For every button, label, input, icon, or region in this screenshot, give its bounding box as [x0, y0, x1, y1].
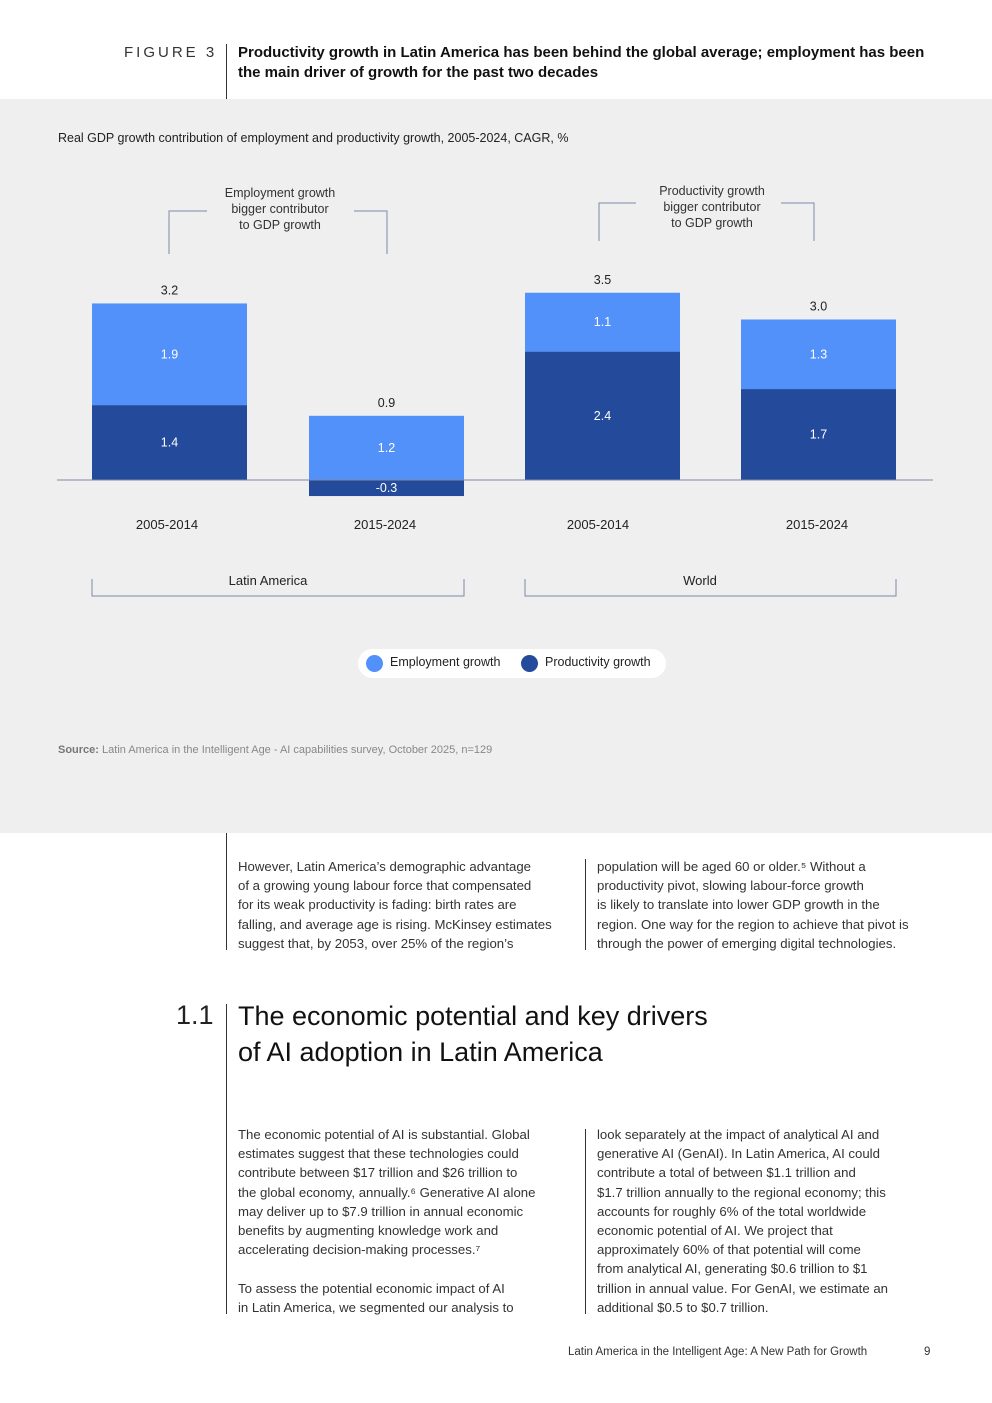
footer-publication: Latin America in the Intelligent Age:	[568, 1346, 748, 1358]
annotation-text: bigger contributor	[663, 200, 761, 214]
body-left-line: benefits by augmenting knowledge work and	[238, 1223, 499, 1239]
data-label-total: 0.9	[377, 395, 396, 410]
section-title	[238, 998, 858, 1070]
data-label-total: 3.0	[809, 299, 828, 314]
body-left-line: To assess the potential economic impact of AI	[238, 1280, 505, 1296]
intro-right-line: is likely to translate into lower GDP growth in the	[597, 897, 880, 913]
data-label-productivity: 1.7	[809, 427, 828, 442]
intro-left-line: of a growing young labour force that compensated	[238, 878, 532, 894]
source-label: Source:	[58, 744, 99, 756]
body-right-line: trillion in annual value. For GenAI, we estimate an	[597, 1280, 889, 1296]
body-left-column	[238, 1125, 578, 1317]
body-right-rule	[585, 1129, 586, 1314]
intro-right-line: region. One way for the region to achieve that pivot is	[597, 916, 909, 932]
footer-subtitle: A New Path for Growth	[747, 1346, 868, 1358]
chart-legend	[358, 649, 666, 678]
source-note	[58, 744, 492, 756]
section-number: 1.1	[176, 1000, 214, 1030]
body-right-line: economic potential of AI. We project that	[597, 1223, 833, 1239]
x-tick-label: 2015-2024	[353, 517, 417, 532]
page-footer	[568, 1346, 867, 1358]
figure-title: Productivity growth in Latin America has been behind the global average; employment has been the main driver of growth for the past two decades	[238, 44, 925, 81]
annotation-text: Productivity growth	[659, 184, 765, 198]
legend-swatch-productivity	[521, 655, 538, 672]
body-right-line: additional $0.5 to $0.7 trillion.	[597, 1299, 769, 1315]
body-right-column	[597, 1125, 942, 1317]
annotation-text: to GDP growth	[239, 218, 321, 232]
section-rule	[226, 1004, 227, 1314]
data-label-productivity: 2.4	[593, 408, 612, 423]
data-label-employment: 1.1	[593, 315, 612, 330]
page-number: 9	[924, 1346, 931, 1358]
body-left-line: the global economy, annually.⁶ Generative AI alone	[238, 1184, 536, 1200]
body-right-line: generative AI (GenAI). In Latin America, AI could	[597, 1146, 880, 1162]
intro-left-line: However, Latin America’s demographic advantage	[238, 859, 531, 874]
group-label: Latin America	[228, 573, 308, 588]
annotation-text: to GDP growth	[671, 216, 753, 230]
chart-title: Real GDP growth contribution of employment and productivity growth, 2005-2024, CAGR, %	[58, 131, 569, 145]
legend-label-productivity: Productivity growth	[545, 655, 651, 669]
legend-label-employment: Employment growth	[390, 655, 501, 669]
body-right-line: look separately at the impact of analytical AI and	[597, 1127, 880, 1142]
intro-left-line: falling, and average age is rising. McKinsey estimates	[238, 916, 552, 932]
group-label: World	[683, 573, 717, 588]
paragraph-gap	[238, 1259, 578, 1278]
body-left-line: in Latin America, we segmented our analysis to	[238, 1299, 514, 1315]
intro-left-line: suggest that, by 2053, over 25% of the region’s	[238, 935, 514, 951]
x-tick-label: 2015-2024	[785, 517, 849, 532]
section-title-line: of AI adoption in Latin America	[238, 1037, 603, 1067]
intro-right-column	[597, 857, 942, 953]
intro-left-rule	[226, 833, 227, 950]
body-left-line: estimates suggest that these technologies could	[238, 1146, 519, 1162]
body-left-line: contribute between $17 trillion and $26 trillion to	[238, 1165, 518, 1181]
x-tick-label: 2005-2014	[566, 517, 630, 532]
data-label-employment: 1.2	[377, 440, 396, 455]
intro-right-rule	[585, 859, 586, 950]
section-title-line: The economic potential and key drivers	[238, 1001, 708, 1031]
data-label-employment: 1.9	[160, 347, 179, 362]
legend-swatch-employment	[366, 655, 383, 672]
body-left-line: may deliver up to $7.9 trillion in annual economic	[238, 1203, 524, 1219]
figure-divider	[226, 44, 227, 99]
data-label-total: 3.2	[160, 283, 179, 298]
body-right-line: contribute a total of between $1.1 trillion and	[597, 1165, 856, 1181]
body-right-line: from analytical AI, generating $0.6 trillion to $1	[597, 1261, 868, 1277]
source-text: Latin America in the Intelligent Age - AI capabilities survey, October 2025, n=129	[98, 744, 493, 756]
body-left-line: The economic potential of AI is substantial. Global	[238, 1127, 530, 1142]
body-right-line: accounts for roughly 6% of the total worldwide	[597, 1203, 867, 1219]
intro-right-line: productivity pivot, slowing labour-force growth	[597, 878, 864, 894]
body-right-line: approximately 60% of that potential will come	[597, 1242, 861, 1258]
x-tick-label: 2005-2014	[135, 517, 199, 532]
intro-right-line: through the power of emerging digital technologies.	[597, 935, 897, 951]
figure-label: FIGURE 3	[124, 44, 218, 61]
body-left-line: accelerating decision-making processes.⁷	[238, 1242, 481, 1258]
annotation-text: Employment growth	[224, 186, 336, 200]
intro-left-line: for its weak productivity is fading: birth rates are	[238, 897, 517, 913]
data-label-productivity: -0.3	[375, 481, 398, 496]
data-label-employment: 1.3	[809, 347, 828, 362]
data-label-productivity: 1.4	[160, 435, 179, 450]
intro-right-line: population will be aged 60 or older.⁵ Without a	[597, 859, 866, 874]
annotation-text: bigger contributor	[231, 202, 329, 216]
body-right-line: $1.7 trillion annually to the regional economy; this	[597, 1184, 886, 1200]
data-label-total: 3.5	[593, 272, 612, 287]
stacked-bar-chart	[0, 99, 992, 639]
intro-left-column	[238, 857, 578, 953]
